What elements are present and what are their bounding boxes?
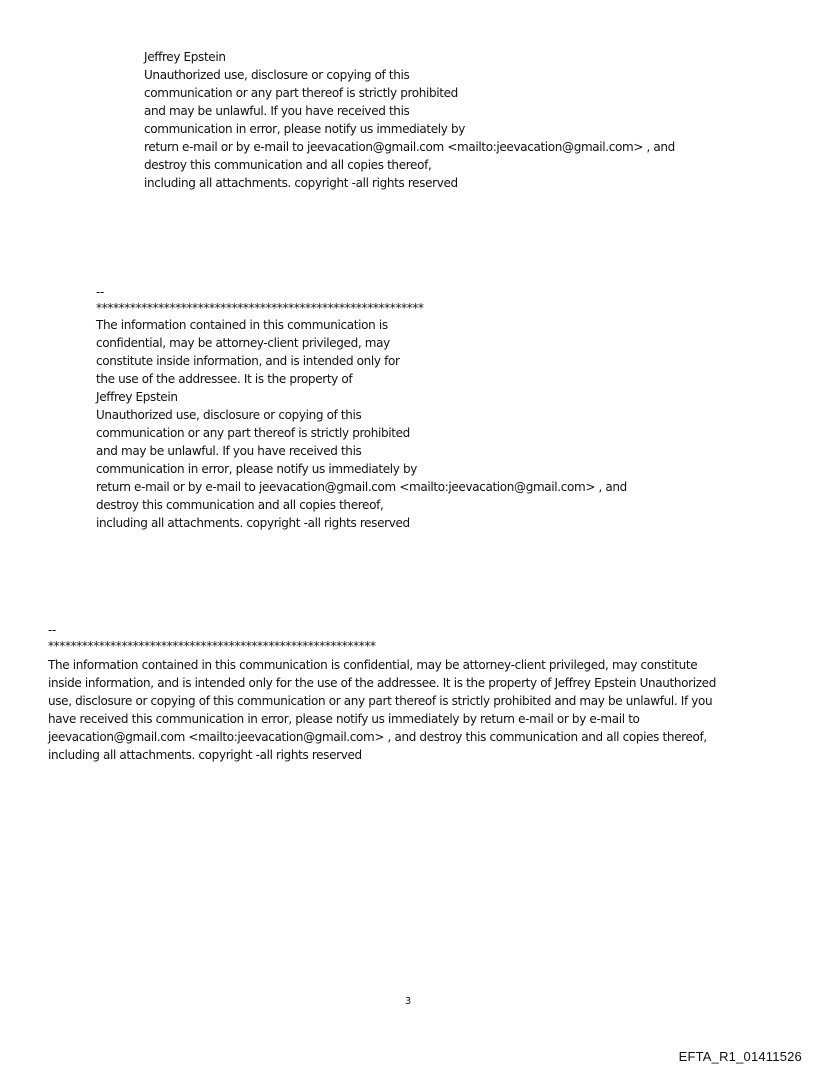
text-line: have received this communication in error, please notify us immediately by return e-mail or by e-mail to xyxy=(48,712,640,726)
text-line: use, disclosure or copying of this communication or any part thereof is strictly prohibited and may be unlawful. If you xyxy=(48,694,713,708)
separator-2 xyxy=(96,284,424,316)
page-number: 3 xyxy=(404,996,412,1007)
text-line: constitute inside information, and is intended only for xyxy=(96,354,400,368)
separator-stars: ********************************************************** xyxy=(96,301,424,315)
text-line: Unauthorized use, disclosure or copying of this xyxy=(96,408,362,422)
disclaimer-block-2 xyxy=(96,316,627,532)
document-id: EFTA_R1_01411526 xyxy=(678,1049,802,1064)
text-line: The information contained in this communication is confidential, may be attorney-client privileged, may constitute xyxy=(48,658,698,672)
separator-dashes: -- xyxy=(48,623,56,637)
text-line: communication or any part thereof is strictly prohibited xyxy=(96,426,410,440)
text-line: Jeffrey Epstein xyxy=(144,50,226,64)
signature-block-1 xyxy=(144,48,675,192)
text-line: Jeffrey Epstein xyxy=(96,390,178,404)
text-line: communication in error, please notify us immediately by xyxy=(96,462,417,476)
text-line: return e-mail or by e-mail to jeevacation@gmail.com <mailto:jeevacation@gmail.com> , and xyxy=(144,140,675,154)
text-line: including all attachments. copyright -all rights reserved xyxy=(96,516,410,530)
text-line: and may be unlawful. If you have received this xyxy=(144,104,410,118)
text-line: inside information, and is intended only for the use of the addressee. It is the property of Jeffrey Epstein Unauthorized xyxy=(48,676,716,690)
text-line: destroy this communication and all copies thereof, xyxy=(144,158,432,172)
text-line: communication or any part thereof is strictly prohibited xyxy=(144,86,458,100)
text-line: including all attachments. copyright -all rights reserved xyxy=(48,748,362,762)
text-line: return e-mail or by e-mail to jeevacation@gmail.com <mailto:jeevacation@gmail.com> , and xyxy=(96,480,627,494)
text-line: jeevacation@gmail.com <mailto:jeevacation@gmail.com> , and destroy this communication and all copies thereof, xyxy=(48,730,707,744)
separator-stars: ********************************************************** xyxy=(48,639,376,653)
text-line: destroy this communication and all copies thereof, xyxy=(96,498,384,512)
text-line: confidential, may be attorney-client privileged, may xyxy=(96,336,390,350)
separator-3 xyxy=(48,622,376,654)
text-line: and may be unlawful. If you have received this xyxy=(96,444,362,458)
text-line: the use of the addressee. It is the property of xyxy=(96,372,353,386)
text-line: Unauthorized use, disclosure or copying of this xyxy=(144,68,410,82)
text-line: including all attachments. copyright -all rights reserved xyxy=(144,176,458,190)
disclaimer-block-3 xyxy=(48,656,760,764)
text-line: The information contained in this communication is xyxy=(96,318,388,332)
text-line: communication in error, please notify us immediately by xyxy=(144,122,465,136)
separator-dashes: -- xyxy=(96,285,104,299)
